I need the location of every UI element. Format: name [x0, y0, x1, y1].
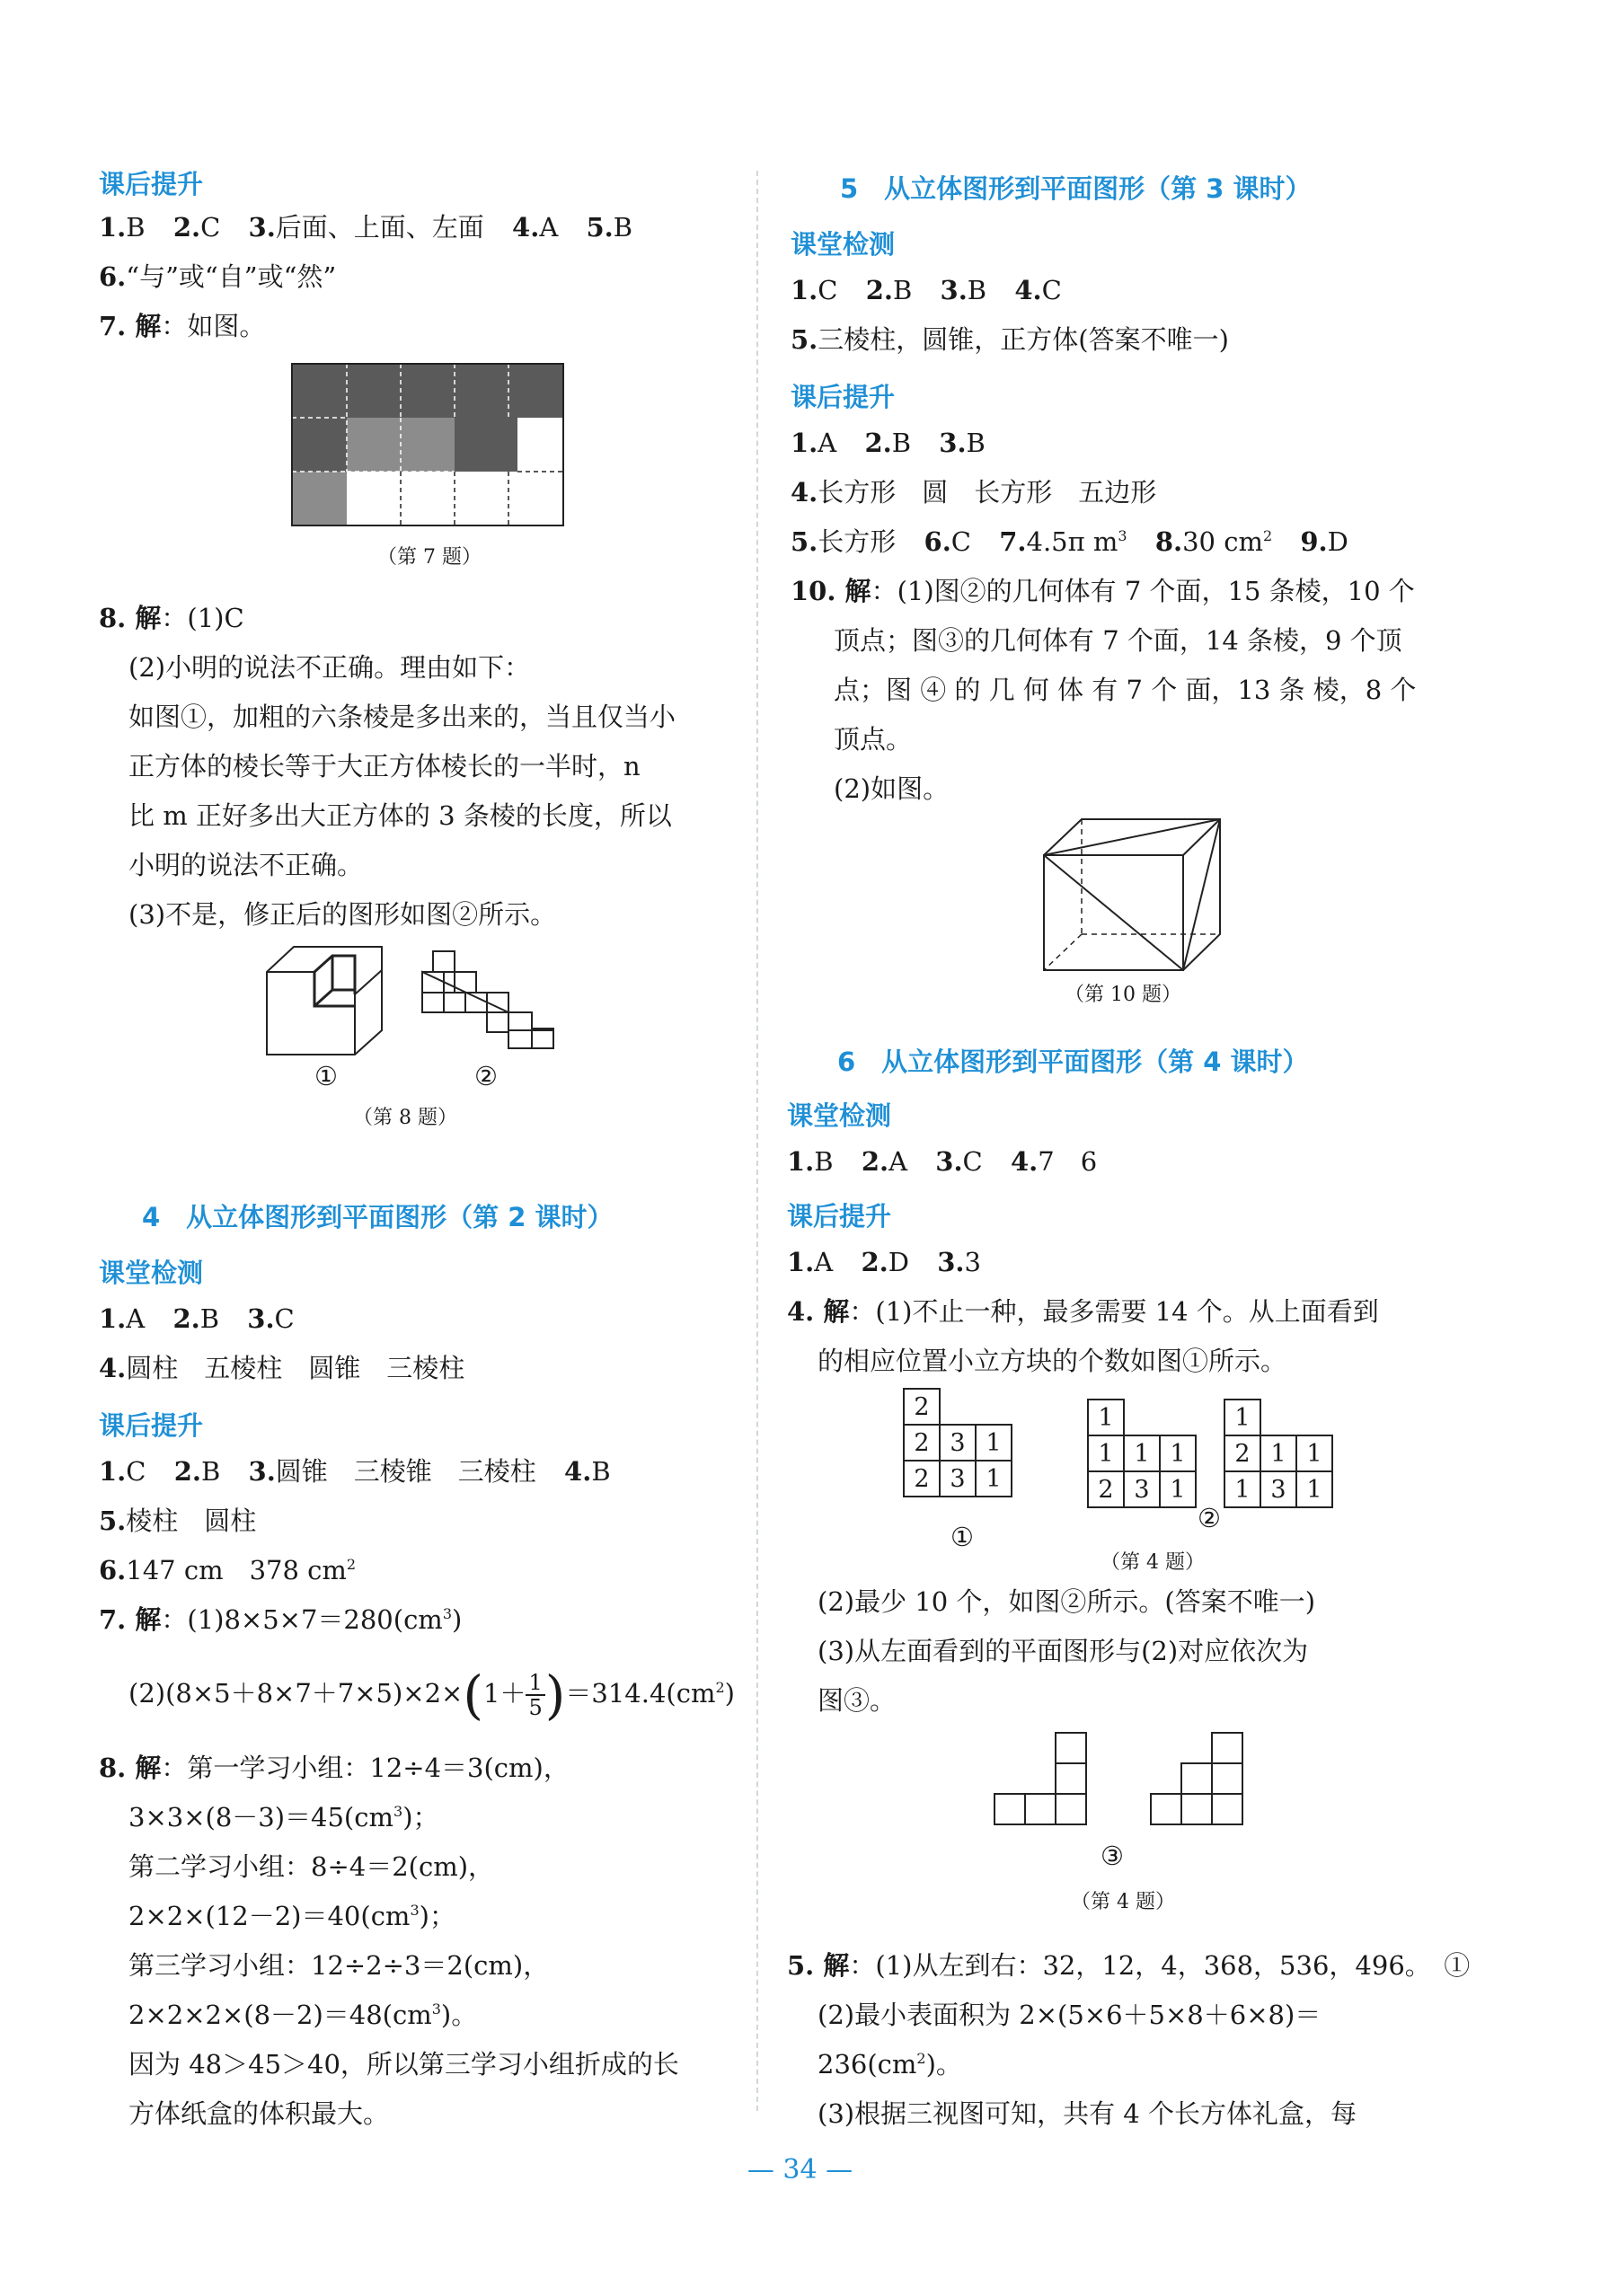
fraction: $\frac{1}{5}$: [526, 1671, 544, 1719]
grid-cell: 2: [904, 1461, 940, 1497]
grid-cell: 2: [904, 1425, 940, 1461]
answer-line: 8. 解：第一学习小组：12÷4＝3(cm)，: [99, 1753, 570, 1783]
answer-line: 1.A 2.B 3.C: [99, 1303, 295, 1334]
answer-line: 1.A 2.D 3.3: [787, 1247, 981, 1277]
section-heading: 课堂检测: [787, 1100, 892, 1131]
figure-label: ②: [1198, 1503, 1221, 1533]
answer-line: (3)不是，修正后的图形如图②所示。: [128, 899, 557, 930]
grid-cell: [940, 1389, 976, 1425]
answer-line: 图③。: [818, 1685, 897, 1716]
count-grid-3: [1224, 1399, 1333, 1508]
section-heading: 课后提升: [787, 1201, 892, 1232]
grid-cell: [1124, 1400, 1160, 1435]
answer-line: (3)根据三视图可知，共有 4 个长方体礼盒，每: [818, 2098, 1357, 2129]
answer-line: $2\times 2\times(12-2)=40(cm^3)$；: [128, 1901, 455, 1931]
grid-cell: 1: [1296, 1471, 1332, 1507]
count-grid-2: [1087, 1399, 1197, 1508]
figure-label: ①: [950, 1522, 974, 1552]
answer-line: 比 m 正好多出大正方体的 3 条棱的长度，所以: [128, 800, 672, 831]
grid-cell: [1260, 1400, 1296, 1435]
answer-line: 如图①，加粗的六条棱是多出来的，当且仅当小: [128, 702, 676, 732]
caption: （第 4 题）: [1101, 1551, 1205, 1574]
answer-line: 4.长方形 圆 长方形 五边形: [791, 477, 1157, 508]
answer-line: 顶点；图③的几何体有 7 个面，14 条棱，9 个顶: [834, 625, 1402, 656]
answer-line: 正方体的棱长等于大正方体棱长的一半时，n: [128, 751, 641, 782]
answer-line: 第三学习小组：12÷2÷3＝2(cm)，: [128, 1950, 550, 1981]
section-heading: 课堂检测: [791, 229, 896, 260]
answer-line: $236(cm^2)$。: [818, 2049, 962, 2080]
grid-cell: 1: [1124, 1435, 1160, 1471]
grid-cell: [1296, 1400, 1332, 1435]
answer-line: 1.C 2.B 3.B 4.C: [791, 275, 1062, 305]
grid-cell: 1: [1224, 1400, 1260, 1435]
grid-cell: 1: [1224, 1471, 1260, 1507]
answer-line: 第二学习小组：8÷4＝2(cm)，: [128, 1851, 495, 1882]
answer-line: 4.圆柱 五棱柱 圆锥 三棱柱: [99, 1353, 465, 1383]
grid-cell: 2: [1224, 1435, 1260, 1471]
grid-cell: 1: [1160, 1471, 1196, 1507]
answer-line: 小明的说法不正确。: [128, 850, 364, 880]
column-divider: [756, 171, 758, 2111]
answer-line: 的相应位置小立方块的个数如图①所示。: [818, 1346, 1287, 1376]
grid-cell: 1: [1260, 1435, 1296, 1471]
grid-cell: 2: [1088, 1471, 1124, 1507]
figure-10-cube: [1042, 817, 1222, 972]
section-heading: 课后提升: [99, 1410, 204, 1441]
grid-row: [1088, 1471, 1196, 1507]
answer-line: 1.C 2.B 3.圆锥 三棱锥 三棱柱 4.B: [99, 1456, 611, 1487]
section-heading: 课后提升: [791, 382, 896, 412]
answer-line: 顶点。: [834, 724, 913, 755]
answer-line: 5.长方形 6.C 7.4.5π $m^3$ 8.30 $cm^2$ 9.D: [791, 526, 1348, 557]
answer-line: 5.三棱柱，圆锥，正方体(答案不唯一): [791, 324, 1229, 355]
answer-line: (2)如图。: [834, 773, 950, 804]
answer-line: $2\times 2\times 2\times(8-2)=48(cm^3)$。: [128, 2000, 478, 2030]
caption: （第 4 题）: [1071, 1891, 1175, 1913]
answer-line: 8. 解：(1)C: [99, 603, 244, 633]
answer-line: 点；图 ④ 的 几 何 体 有 7 个 面，13 条 棱，8 个: [834, 675, 1417, 705]
answer-line: (3)从左面看到的平面图形与(2)对应依次为: [818, 1636, 1309, 1666]
count-grid-1: [903, 1388, 1012, 1497]
section-heading: 课后提升: [99, 169, 204, 199]
grid-cell: 1: [1088, 1400, 1124, 1435]
grid-cell: [976, 1389, 1012, 1425]
grid-row: [904, 1461, 1012, 1497]
answer-line: 1.B 2.A 3.C 4.7 6: [787, 1146, 1098, 1177]
lesson-title: 6 从立体图形到平面图形（第 4 课时）: [837, 1046, 1309, 1077]
answer-line: (2)最小表面积为 2×(5×6＋5×8＋6×8)＝: [818, 2000, 1322, 2030]
answer-line: 6.“与”或“自”或“然”: [99, 261, 337, 292]
grid-cell: 3: [940, 1461, 976, 1497]
answer-line: (2)最少 10 个，如图②所示。(答案不唯一): [818, 1586, 1316, 1617]
grid-row: [1088, 1400, 1196, 1435]
section-heading: 课堂检测: [99, 1258, 204, 1288]
caption: （第 10 题）: [1065, 984, 1181, 1006]
grid-row: [904, 1425, 1012, 1461]
figure-label: ③: [1101, 1841, 1124, 1871]
grid-cell: 3: [1260, 1471, 1296, 1507]
answer-line: 因为 48＞45＞40，所以第三学习小组折成的长: [128, 2049, 679, 2080]
grid-cell: [1160, 1400, 1196, 1435]
grid-cell: 1: [1160, 1435, 1196, 1471]
answer-line: 7. 解：$(1)8\times 5\times 7=280(cm^3)$: [99, 1604, 463, 1635]
answer-line: (2)小明的说法不正确。理由如下：: [128, 652, 531, 683]
grid-row: [904, 1389, 1012, 1425]
page-number: — 34 —: [747, 2154, 853, 2186]
answer-line: 10. 解：(1)图②的几何体有 7 个面，15 条棱，10 个: [791, 576, 1415, 606]
lesson-title: 5 从立体图形到平面图形（第 3 课时）: [840, 173, 1312, 204]
figure-7-grid: [292, 364, 563, 525]
grid-cell: 2: [904, 1389, 940, 1425]
answer-line: 5.棱柱 圆柱: [99, 1506, 257, 1536]
grid-cell: 3: [940, 1425, 976, 1461]
grid-cell: 3: [1124, 1471, 1160, 1507]
grid-row: [1088, 1435, 1196, 1471]
answer-line: 4. 解：(1)不止一种，最多需要 14 个。从上面看到: [787, 1296, 1379, 1327]
answer-line: 1.B 2.C 3.后面、上面、左面 4.A 5.B: [99, 212, 633, 243]
caption: （第 7 题）: [377, 546, 482, 569]
answer-line: $3\times 3\times(8-3)=45(cm^3)$；: [128, 1802, 439, 1832]
caption: （第 8 题）: [353, 1107, 457, 1129]
grid-cell: 1: [976, 1425, 1012, 1461]
answer-line: 5. 解：(1)从左到右：32，12，4，368，536，496。 ①: [787, 1950, 1471, 1981]
figure-4-left-views: [993, 1729, 1244, 1826]
answer-line: 6.147 cm 378 $cm^2$: [99, 1555, 357, 1585]
grid-row: [1224, 1435, 1332, 1471]
grid-cell: 1: [1088, 1435, 1124, 1471]
grid-cell: 1: [976, 1461, 1012, 1497]
formula-line: (2)(8×5＋8×7＋7×5)×2×(1＋ $\frac{1}{5}$ )$=314.4(cm^2)$: [128, 1665, 735, 1726]
grid-row: [1224, 1471, 1332, 1507]
answer-line: 1.A 2.B 3.B: [791, 428, 986, 458]
answer-line: 方体纸盒的体积最大。: [128, 2098, 390, 2129]
figure-8-cube: [265, 945, 386, 1057]
figure-label: ②: [474, 1061, 498, 1091]
figure-8-net: [420, 949, 555, 1053]
lesson-title: 4 从立体图形到平面图形（第 2 课时）: [142, 1202, 614, 1232]
grid-cell: 1: [1296, 1435, 1332, 1471]
answer-line: 7. 解：如图。: [99, 311, 266, 341]
grid-row: [1224, 1400, 1332, 1435]
figure-label: ①: [314, 1061, 338, 1091]
